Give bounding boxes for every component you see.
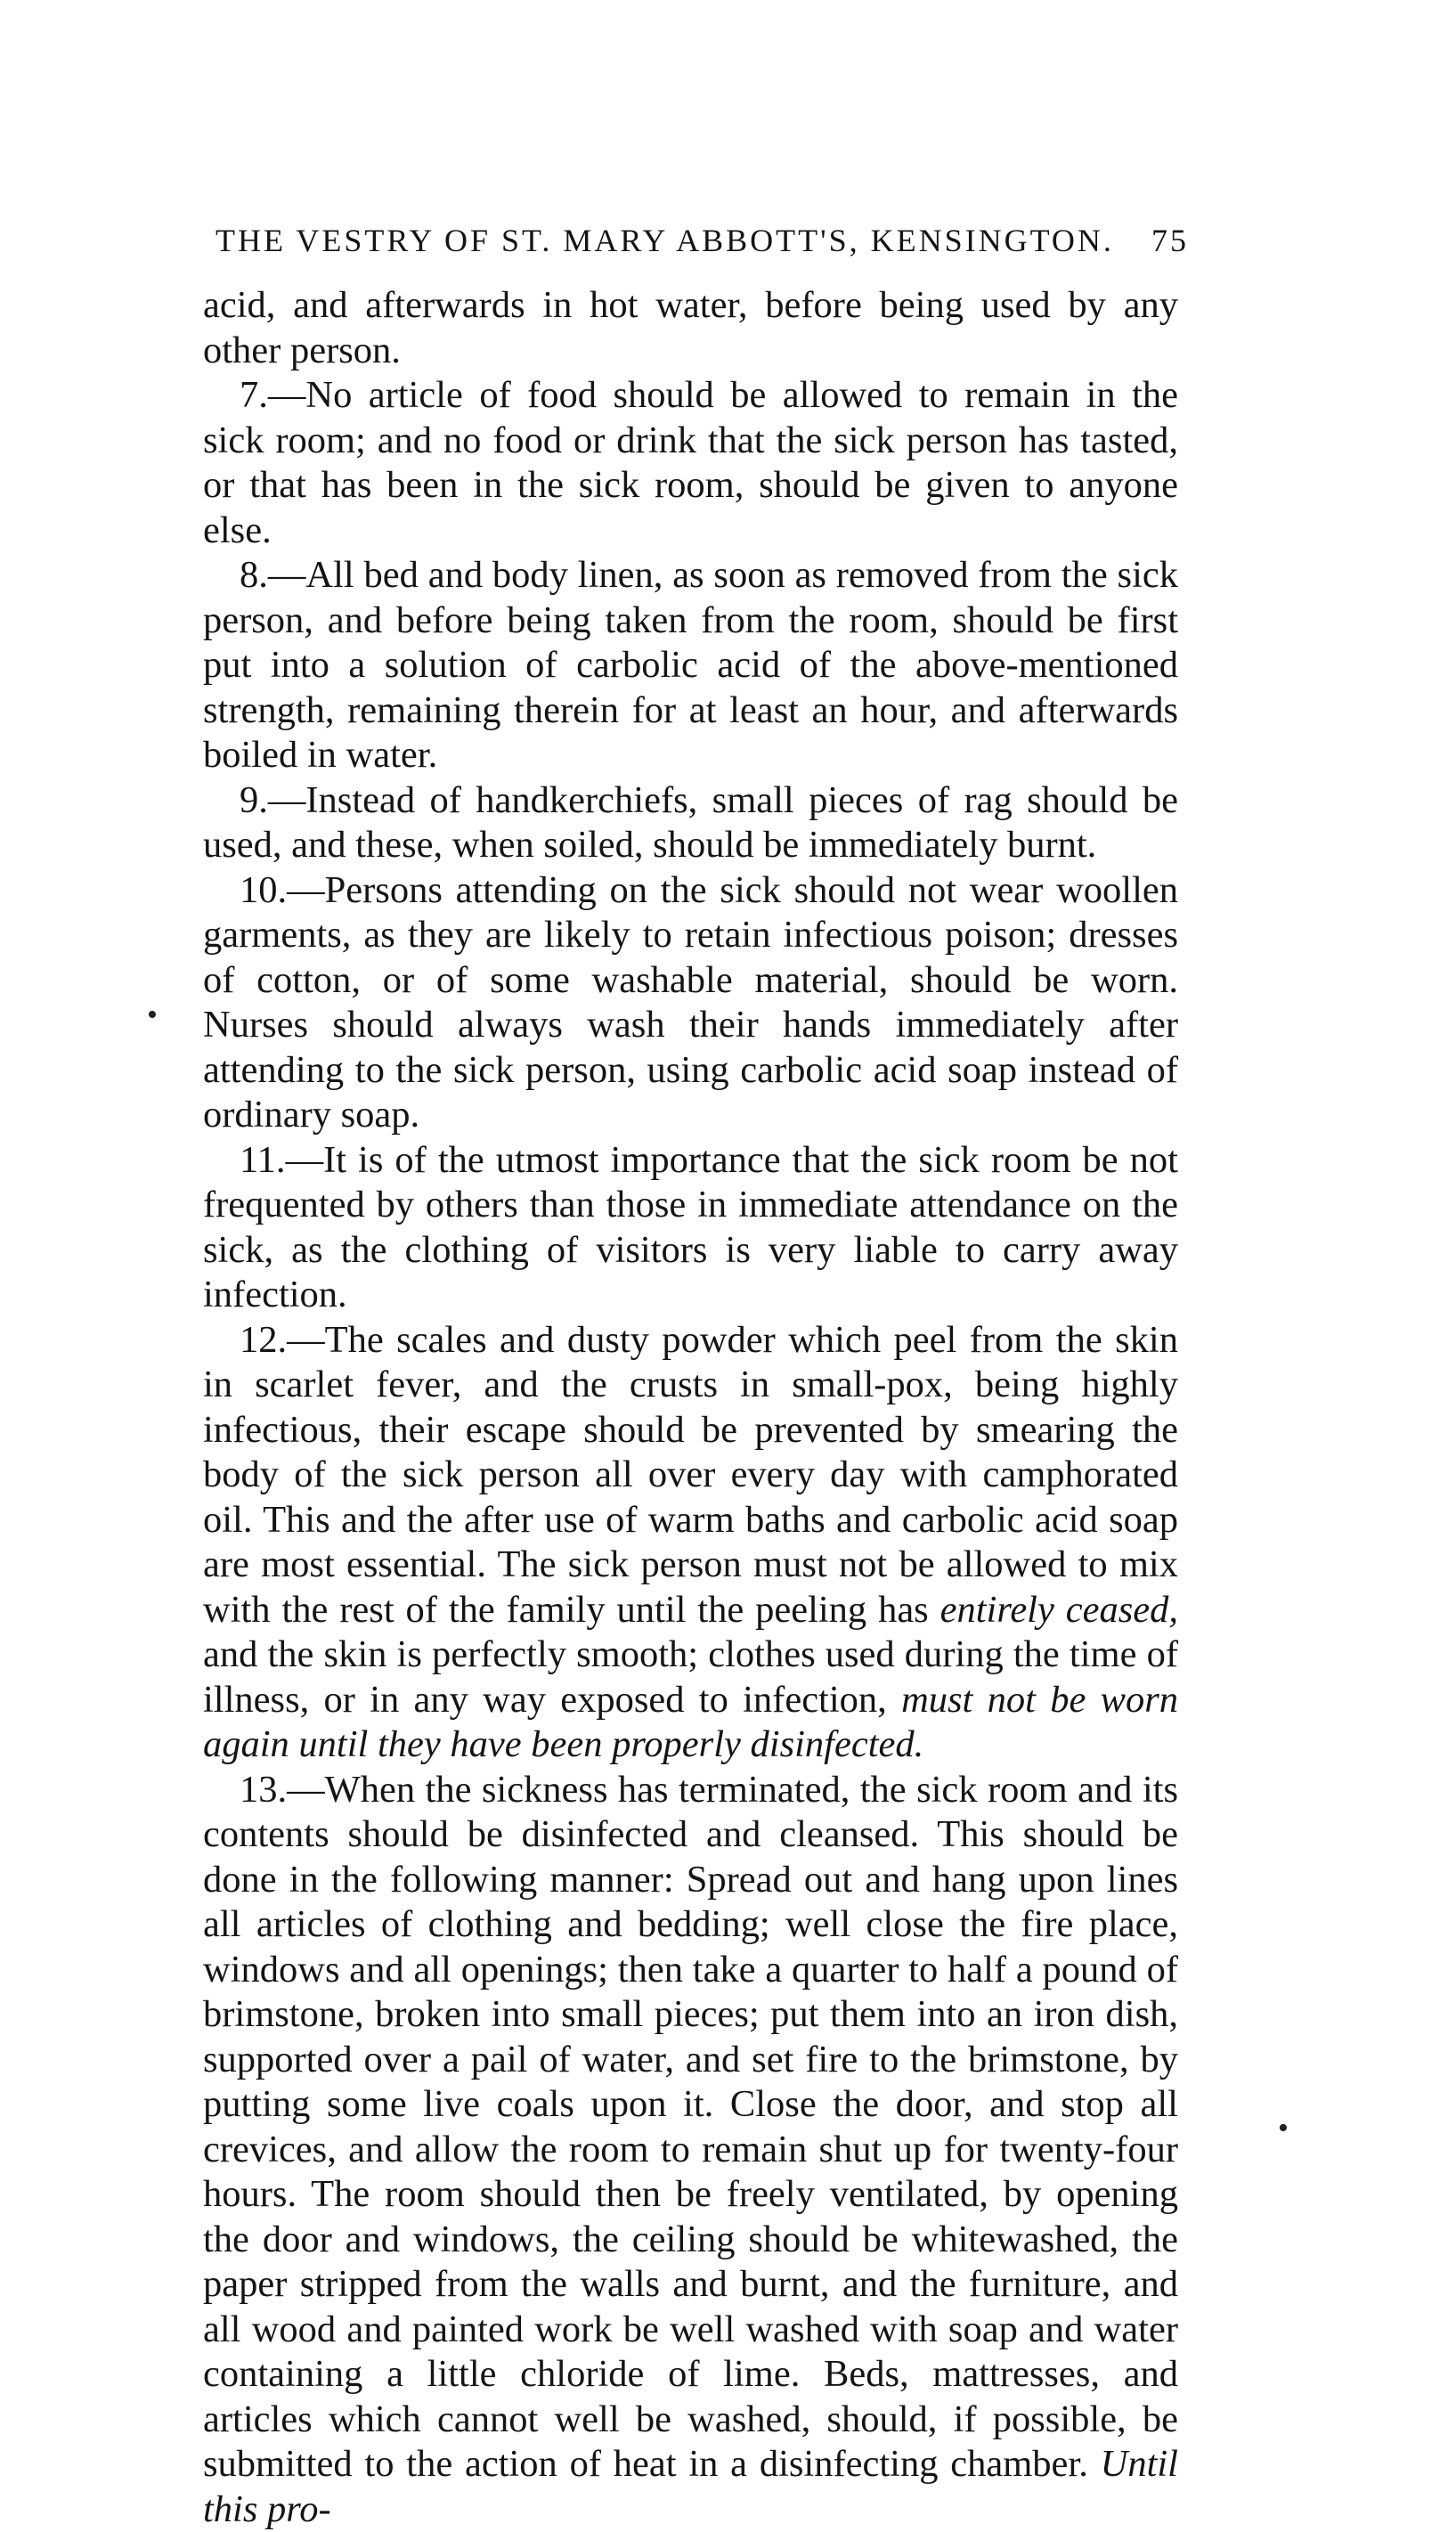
italic-emphasis: must not be worn again until they have been properly disinfected.	[203, 1679, 1178, 1766]
paragraph-text: and the skin is perfectly smooth; clothes used during the time of illness, or in any way exposed to infection,	[203, 1633, 1178, 1721]
paragraph-10	[203, 868, 1178, 1138]
italic-emphasis: entirely ceased,	[940, 1589, 1178, 1631]
paragraph-number: 7.	[240, 374, 268, 416]
page-number: 75	[1151, 219, 1189, 262]
paragraph-text: —When the sickness has terminated, the sick room and its contents should be disinfected and cleansed. This should be done in the following manner: Spread out and hang upon lines all articles of clothing and bedding; well close the fire place, windows and all openings; then take a quarter to half a pound of brimstone, broken into small pieces; put them into an iron dish, supported over a pail of water, and set fire to the brimstone, by putting some live coals upon it. Close the door, and stop all crevices, and allow the room to remain shut up for twenty-four hours. The room should then be freely ventilated, by opening the door and windows, the ceiling should be whitewashed, the paper stripped from the walls and burnt, and the furniture, and all wood and painted work be well washed with soap and water containing a little chloride of lime. Beds, mattresses, and articles which cannot well be washed, should, if possible, be submitted to the action of heat in a disinfecting chamber.	[203, 1769, 1178, 2486]
paragraph-number: 12.	[240, 1319, 287, 1361]
paragraph-13	[203, 1768, 1178, 2532]
margin-mark: •	[147, 1000, 158, 1030]
paragraph-text: acid, and afterwards in hot water, before being used by any other person.	[203, 284, 1178, 371]
paragraph-9	[203, 778, 1178, 868]
paragraph-12	[203, 1318, 1178, 1768]
paragraph-text: —The scales and dusty powder which peel from the skin in scarlet fever, and the crusts in small-pox, being highly infectious, their escape should be prevented by smearing the body of the sick person all over every day with camphorated oil. This and the after use of warm baths and carbolic acid soap are most essential. The sick person must not be allowed to mix with the rest of the family until the peeling has	[203, 1319, 1178, 1631]
italic-emphasis: Until this pro-	[203, 2443, 1178, 2530]
paragraph-11	[203, 1138, 1178, 1318]
paragraph-number: 8.	[240, 554, 268, 596]
paragraph-continuation	[203, 283, 1178, 373]
paragraph-7	[203, 373, 1178, 553]
paragraph-text: —Instead of handkerchiefs, small pieces of rag should be used, and these, when soiled, should be immediately burnt.	[203, 779, 1178, 867]
paragraph-text: —Persons attending on the sick should not wear woollen garments, as they are likely to retain infectious poison; dresses of cotton, or of some washable material, should be worn. Nurses should always wash their hands immediately after attending to the sick person, using carbolic acid soap instead of ordinary soap.	[203, 869, 1178, 1136]
paragraph-number: 10.	[240, 869, 287, 911]
paragraph-8	[203, 553, 1178, 778]
margin-mark: •	[1278, 2113, 1289, 2144]
paragraph-number: 9.	[240, 779, 268, 821]
body-text	[203, 283, 1178, 2532]
paragraph-text: —No article of food should be allowed to remain in the sick room; and no food or drink that the sick person has tasted, or that has been in the sick room, should be given to anyone else.	[203, 374, 1178, 551]
paragraph-text: —All bed and body linen, as soon as removed from the sick person, and before being taken from the room, should be first put into a solution of carbolic acid of the above-mentioned strength, remaining therein for at least an hour, and afterwards boiled in water.	[203, 554, 1178, 776]
paragraph-number: 13.	[240, 1769, 287, 1811]
running-head-title: THE VESTRY OF ST. MARY ABBOTT'S, KENSINGTON.	[216, 219, 1114, 262]
paragraph-text: —It is of the utmost importance that the sick room be not frequented by others than those in immediate attendance on the sick, as the clothing of visitors is very liable to carry away infection.	[203, 1139, 1178, 1316]
paragraph-number: 11.	[240, 1139, 286, 1181]
